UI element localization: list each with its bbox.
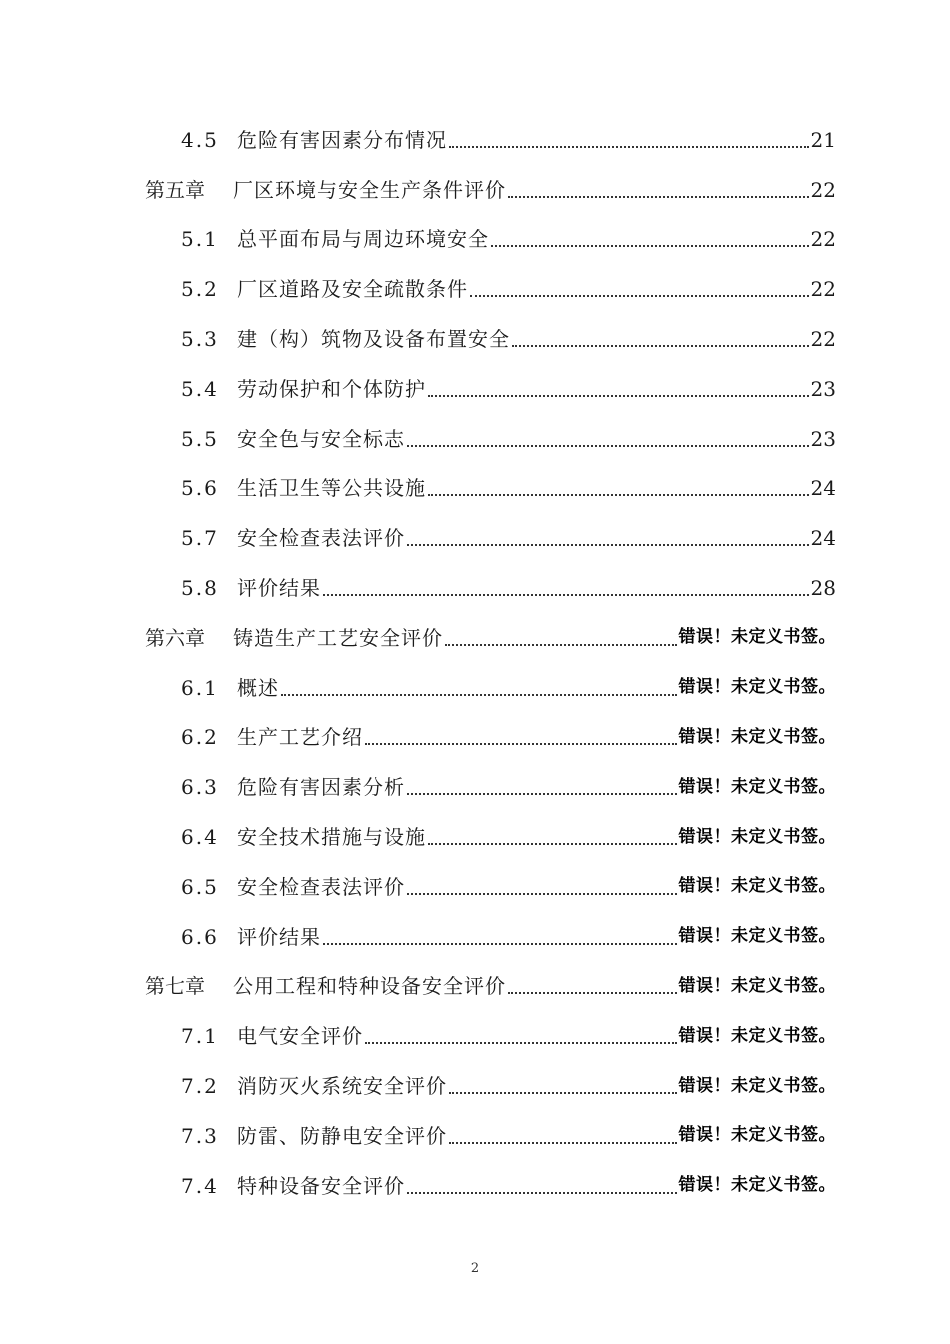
toc-entry-title: 公用工程和特种设备安全评价: [233, 974, 506, 999]
toc-entry-bookmark-error: 错误！未定义书签。: [678, 826, 836, 847]
toc-entry-page-number: 23: [810, 426, 836, 451]
toc-entry-number: 6.5: [181, 874, 219, 899]
toc-entry-page-number: 28: [810, 576, 836, 601]
toc-entry-bookmark-error: 错误！未定义书签。: [678, 726, 836, 747]
toc-entry-number: 第六章: [145, 625, 205, 650]
toc-entry-title: 危险有害因素分析: [237, 775, 405, 800]
toc-section-entry[interactable]: [0, 912, 950, 962]
toc-entry-title: 特种设备安全评价: [237, 1173, 405, 1198]
toc-dot-leader: [428, 843, 677, 845]
toc-entry-number: 6.4: [181, 825, 219, 850]
toc-entry-number: 5.6: [181, 476, 219, 501]
toc-entry-number: 第五章: [145, 177, 205, 202]
toc-dot-leader: [407, 793, 677, 795]
toc-dot-leader: [512, 345, 809, 347]
toc-entry-title: 评价结果: [237, 576, 321, 601]
toc-section-entry[interactable]: [0, 862, 950, 912]
toc-section-entry[interactable]: [0, 1161, 950, 1211]
toc-chapter-entry[interactable]: [0, 165, 950, 215]
toc-dot-leader: [407, 544, 809, 546]
toc-entry-number: 7.2: [181, 1074, 219, 1099]
toc-entry-bookmark-error: 错误！未定义书签。: [678, 876, 836, 897]
toc-section-entry[interactable]: [0, 812, 950, 862]
toc-dot-leader: [323, 594, 809, 596]
toc-section-entry[interactable]: [0, 314, 950, 364]
toc-entry-page-number: 21: [810, 127, 836, 152]
toc-entry-page-number: 22: [810, 327, 836, 352]
toc-chapter-entry[interactable]: [0, 962, 950, 1012]
toc-entry-number: 6.1: [181, 675, 219, 700]
toc-entry-number: 7.1: [181, 1024, 219, 1049]
toc-entry-bookmark-error: 错误！未定义书签。: [678, 1075, 836, 1096]
toc-entry-page-number: 22: [810, 277, 836, 302]
toc-entry-number: 4.5: [181, 127, 219, 152]
toc-entry-title: 消防灭火系统安全评价: [237, 1074, 447, 1099]
toc-section-entry[interactable]: [0, 115, 950, 165]
toc-entry-number: 5.5: [181, 426, 219, 451]
toc-entry-title: 劳动保护和个体防护: [237, 376, 426, 401]
toc-section-entry[interactable]: [0, 414, 950, 464]
toc-chapter-entry[interactable]: [0, 613, 950, 663]
toc-section-entry[interactable]: [0, 513, 950, 563]
toc-entry-bookmark-error: 错误！未定义书签。: [678, 1025, 836, 1046]
toc-entry-title: 危险有害因素分布情况: [237, 127, 447, 152]
toc-dot-leader: [281, 694, 677, 696]
toc-dot-leader: [365, 1042, 677, 1044]
toc-entry-title: 安全检查表法评价: [237, 874, 405, 899]
toc-section-entry[interactable]: [0, 464, 950, 514]
toc-entry-title: 建（构）筑物及设备布置安全: [237, 327, 510, 352]
toc-entry-title: 总平面布局与周边环境安全: [237, 227, 489, 252]
toc-section-entry[interactable]: [0, 215, 950, 265]
toc-entry-number: 5.7: [181, 526, 219, 551]
toc-dot-leader: [449, 146, 809, 148]
toc-entry-title: 厂区环境与安全生产条件评价: [233, 177, 506, 202]
page-number: 2: [470, 1261, 480, 1276]
toc-dot-leader: [508, 196, 809, 198]
toc-dot-leader: [365, 743, 677, 745]
toc-entry-number: 6.3: [181, 775, 219, 800]
toc-entry-page-number: 24: [810, 526, 836, 551]
toc-section-entry[interactable]: [0, 364, 950, 414]
toc-section-entry[interactable]: [0, 1011, 950, 1061]
toc-section-entry[interactable]: [0, 762, 950, 812]
toc-entry-title: 评价结果: [237, 924, 321, 949]
toc-entry-title: 防雷、防静电安全评价: [237, 1123, 447, 1148]
toc-entry-title: 安全技术措施与设施: [237, 825, 426, 850]
toc-entry-bookmark-error: 错误！未定义书签。: [678, 926, 836, 947]
toc-entry-number: 第七章: [145, 974, 205, 999]
toc-section-entry[interactable]: [0, 1061, 950, 1111]
toc-entry-number: 5.2: [181, 277, 219, 302]
toc-entry-page-number: 23: [810, 376, 836, 401]
toc-entry-title: 概述: [237, 675, 279, 700]
toc-entry-page-number: 22: [810, 177, 836, 202]
toc-entry-bookmark-error: 错误！未定义书签。: [678, 975, 836, 996]
toc-section-entry[interactable]: [0, 264, 950, 314]
toc-dot-leader: [449, 1092, 677, 1094]
toc-entry-page-number: 22: [810, 227, 836, 252]
table-of-contents: [0, 115, 950, 1211]
toc-dot-leader: [428, 395, 809, 397]
toc-entry-number: 5.8: [181, 576, 219, 601]
toc-entry-number: 5.4: [181, 376, 219, 401]
toc-dot-leader: [428, 494, 809, 496]
toc-entry-bookmark-error: 错误！未定义书签。: [678, 776, 836, 797]
toc-entry-bookmark-error: 错误！未定义书签。: [678, 1175, 836, 1196]
toc-entry-title: 生产工艺介绍: [237, 725, 363, 750]
toc-section-entry[interactable]: [0, 563, 950, 613]
toc-entry-title: 电气安全评价: [237, 1024, 363, 1049]
toc-entry-bookmark-error: 错误！未定义书签。: [678, 1125, 836, 1146]
toc-section-entry[interactable]: [0, 1111, 950, 1161]
toc-dot-leader: [407, 1192, 677, 1194]
toc-dot-leader: [407, 445, 809, 447]
toc-section-entry[interactable]: [0, 663, 950, 713]
toc-dot-leader: [407, 893, 677, 895]
toc-entry-page-number: 24: [810, 476, 836, 501]
toc-entry-title: 铸造生产工艺安全评价: [233, 625, 443, 650]
toc-dot-leader: [491, 245, 809, 247]
toc-dot-leader: [470, 295, 809, 297]
toc-section-entry[interactable]: [0, 713, 950, 763]
toc-entry-number: 5.3: [181, 327, 219, 352]
toc-entry-number: 5.1: [181, 227, 219, 252]
toc-entry-number: 6.2: [181, 725, 219, 750]
toc-dot-leader: [449, 1142, 677, 1144]
toc-dot-leader: [323, 943, 677, 945]
toc-dot-leader: [445, 644, 677, 646]
toc-dot-leader: [508, 992, 677, 994]
toc-entry-title: 安全检查表法评价: [237, 526, 405, 551]
toc-entry-bookmark-error: 错误！未定义书签。: [678, 677, 836, 698]
toc-entry-bookmark-error: 错误！未定义书签。: [678, 627, 836, 648]
toc-entry-title: 安全色与安全标志: [237, 426, 405, 451]
toc-entry-title: 厂区道路及安全疏散条件: [237, 277, 468, 302]
toc-entry-title: 生活卫生等公共设施: [237, 476, 426, 501]
toc-entry-number: 6.6: [181, 924, 219, 949]
toc-entry-number: 7.3: [181, 1123, 219, 1148]
toc-entry-number: 7.4: [181, 1173, 219, 1198]
